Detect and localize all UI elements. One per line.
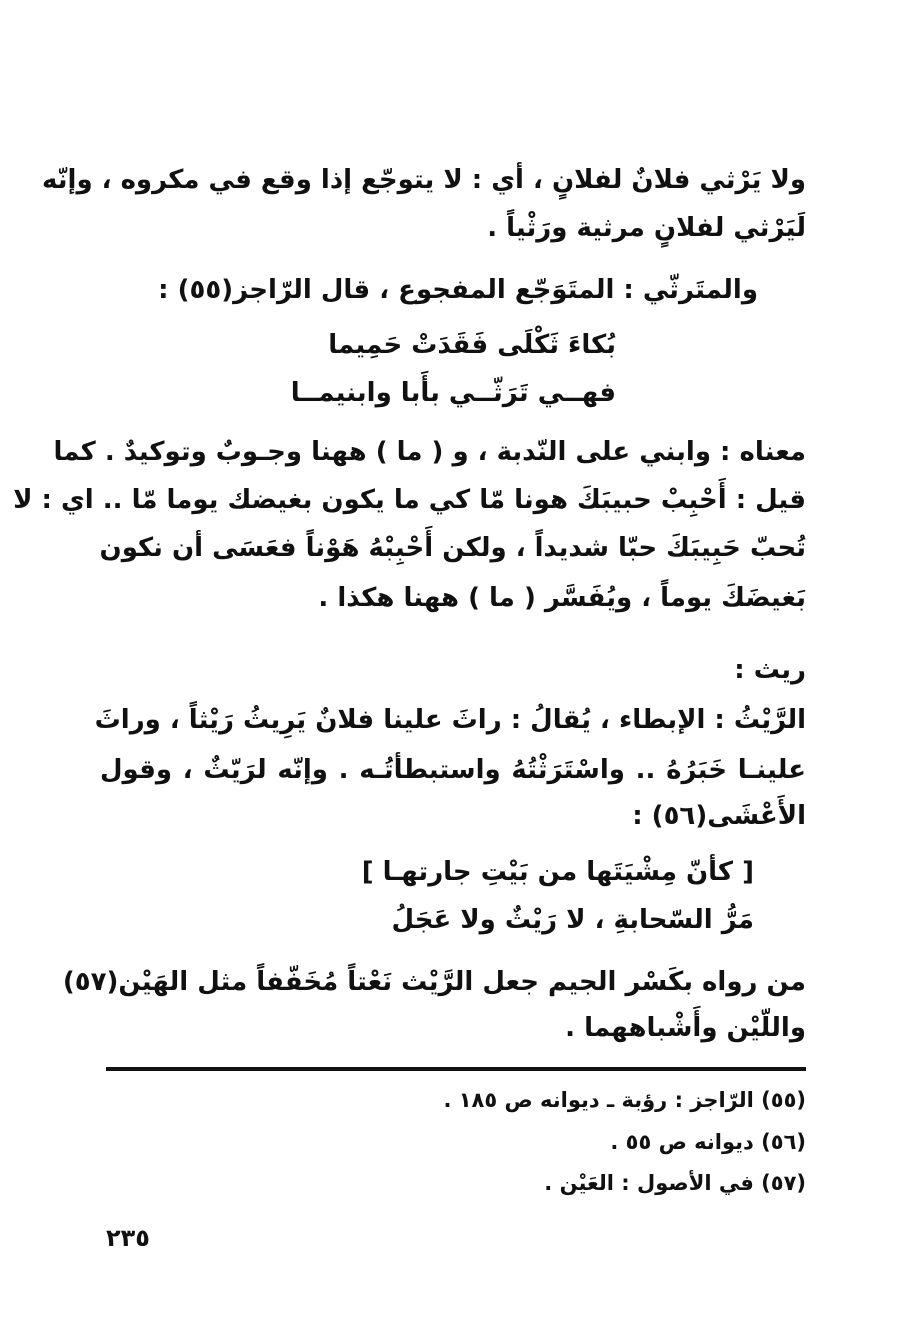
text-line: قيل : أَحْبِبْ حبيبَكَ هونا مّا كي ما يكون بغيضك يوما مّا .. اي : لا [13,485,806,515]
paragraph-raththa [42,160,806,250]
paragraph-explanation [13,432,806,622]
verse-rajaz [100,325,806,415]
footnote-56: (٥٦) ديوانه ص ٥٥ . [610,1130,806,1154]
section-heading [100,650,806,694]
page-number: ٢٣٥ [106,1224,150,1252]
verse-line: مَرُّ السّحابةِ ، لا رَيْثٌ ولا عَجَلُ [391,905,754,935]
footnote-divider [106,1067,806,1071]
verse-line: فهــي تَرَثّــي بأَبا وابنيمــا [290,378,616,408]
text-line: من رواه بكَسْر الجيم جعل الرَّيْث نَعْتاً مُخَفّفاً مثل الهَيْن(٥٧) [62,967,806,997]
text-line: علينـا خَبَرُهُ .. واسْتَرَثْتُهُ واستبطأتُـه . وإنّه لرَيّثٌ ، وقول [100,755,806,785]
text-line: والمتَرثّي : المتَوَجّع المفجوع ، قال الرّاجز(٥٥) : [158,275,758,305]
verse-line: [ كأنّ مِشْيَتَها من بَيْتِ جارتهـا ] [361,857,754,887]
verse-asha [100,852,806,942]
text-line: تُحبّ حَبِيبَكَ حبّا شديداً ، ولكن أَحْبِبْهُ هَوْناً فعَسَى أن نكون [99,533,806,563]
footnote-55: (٥٥) الرّاجز : رؤبة ـ ديوانه ص ١٨٥ . [443,1088,806,1112]
text-line: الأَعْشَى(٥٦) : [632,801,806,831]
text-line: واللّيْن وأَشْباههما . [565,1013,806,1043]
text-line: ولا يَرْثي فلانٌ لفلانٍ ، أي : لا يتوجّع إذا وقع في مكروه ، وإنّه [42,165,806,195]
text-line: لَيَرْثي لفلانٍ مرثية ورَثْياً . [487,213,806,243]
text-line: الرَّيْثُ : الإبطاء ، يُقالُ : راثَ علينا فلانٌ يَرِيثُ رَيْثاً ، وراثَ [94,705,806,735]
text-line: معناه : وابني على النّدبة ، و ( ما ) ههنا وجـوبٌ وتوكيدٌ . كما [53,437,806,467]
heading-text: ريث : [734,655,806,685]
verse-line: بُكاءَ ثَكْلَى فَقَدَتْ حَمِيما [328,330,616,360]
paragraph-mutarathi [100,270,806,314]
paragraph-rayth [94,700,806,840]
text-line: بَغيضَكَ يوماً ، ويُفَسَّر ( ما ) ههنا هكذا . [318,583,806,613]
footnote-57: (٥٧) في الأصول : العَيْن . [544,1171,806,1195]
paragraph-riwaya [62,962,806,1052]
